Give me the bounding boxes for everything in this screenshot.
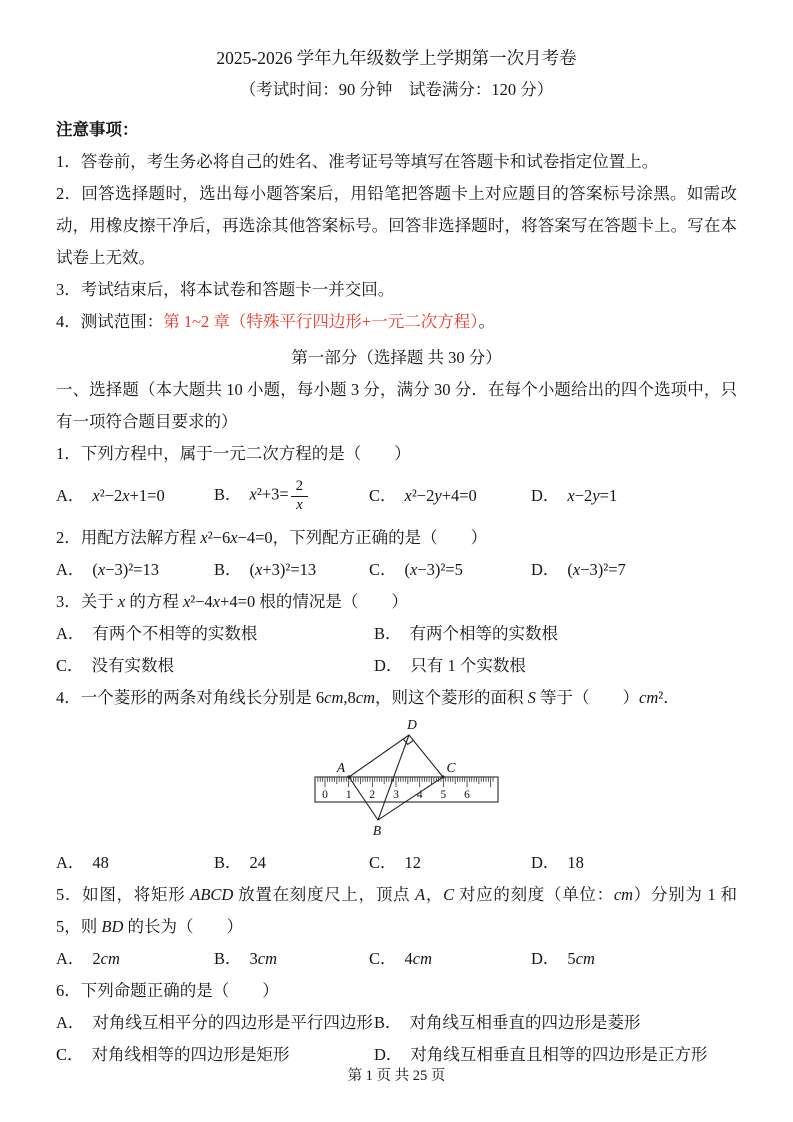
- notice-item-2: 2．回答选择题时，选出每小题答案后，用铅笔把答题卡上对应题目的答案标号涂黑。如需改动，用橡皮擦干净后，再选涂其他答案标号。回答非选择题时，将答案写在答题卡上。写在本试卷上无效。: [56, 184, 737, 267]
- q2-options: [56, 554, 737, 586]
- section1-intro: 一、选择题（本大题共 10 小题，每小题 3 分，满分 30 分．在每个小题给出的四个选项中，只有一项符合题目要求的）: [56, 380, 737, 431]
- fraction-denominator: x: [296, 496, 303, 513]
- part1-heading: 第一部分（选择题 共 30 分）: [291, 348, 502, 367]
- option-text: x²−2y+4=0: [404, 486, 477, 505]
- q4-option-d: [531, 847, 737, 879]
- q1-option-a: [56, 480, 214, 512]
- q4-options: [56, 847, 737, 879]
- option-text: 对角线互相垂直且相等的四边形是正方形: [410, 1045, 708, 1064]
- option-text: 只有 1 个实数根: [410, 656, 526, 675]
- option-text: 对角线相等的四边形是矩形: [91, 1045, 290, 1064]
- option-text: x²+3=: [249, 484, 289, 504]
- question-figure: [300, 718, 514, 845]
- option-text: 48: [92, 853, 109, 872]
- vertex-dot-a: [347, 775, 350, 778]
- q6-option-b: [374, 1007, 737, 1039]
- ruler-body: [315, 777, 498, 802]
- option-text: 18: [567, 853, 584, 872]
- ruler-number: 0: [322, 789, 328, 801]
- q5-option-c: [369, 943, 531, 975]
- option-label: B．: [214, 949, 242, 968]
- question-3: [56, 586, 737, 682]
- ruler-number: 4: [416, 789, 423, 801]
- q3-options-row-2: [56, 650, 737, 682]
- vertex-dot-c: [441, 775, 444, 778]
- q2-option-b: [214, 554, 369, 586]
- q1-options: [56, 470, 737, 522]
- ruler-number: 3: [393, 789, 399, 801]
- option-label: D．: [531, 560, 560, 579]
- q2-option-a: [56, 554, 214, 586]
- q3-option-d: [374, 650, 737, 682]
- notice-item-4-prefix: 4．测试范围：: [56, 312, 164, 331]
- option-label: C．: [369, 486, 397, 505]
- option-label: B．: [214, 853, 242, 872]
- vertex-label-b: B: [372, 823, 382, 838]
- ruler-number: 5: [440, 789, 447, 801]
- option-label: A．: [56, 1013, 85, 1032]
- q2-option-d: [531, 554, 737, 586]
- q6-options-row-1: [56, 1007, 737, 1039]
- q1-option-d: [531, 480, 737, 512]
- q3-stem: 3．关于 x 的方程 x²−4x+4=0 根的情况是（ ）: [56, 592, 408, 611]
- fraction: [291, 478, 309, 514]
- option-text: 4cm: [404, 949, 433, 968]
- notice-heading: 注意事项：: [56, 121, 139, 139]
- q2-option-c: [369, 554, 531, 586]
- option-text: x²−2x+1=0: [92, 486, 165, 505]
- option-text: 有两个相等的实数根: [409, 624, 559, 643]
- q2-stem: 2．用配方法解方程 x²−6x−4=0，下列配方正确的是（ ）: [56, 528, 488, 547]
- ruler-number: 6: [464, 789, 470, 801]
- notice-item-1: 1．答卷前，考生务必将自己的姓名、准考证号等填写在答题卡和试卷指定位置上。: [56, 152, 659, 171]
- q3-option-a: [56, 618, 374, 650]
- q5-option-d: [531, 943, 737, 975]
- option-text: (x−3)²=13: [92, 560, 160, 579]
- option-label: D．: [531, 853, 560, 872]
- q4-option-b: [214, 847, 369, 879]
- q5-stem: 5．如图，将矩形 ABCD 放置在刻度尺上，顶点 A，C 对应的刻度（单位：cm）分别为 1 和 5，则 BD 的长为（ ）: [56, 885, 738, 936]
- vertex-label-d: D: [407, 718, 417, 732]
- option-label: A．: [56, 949, 85, 968]
- page-footer: 第 1 页 共 25 页: [347, 1068, 446, 1084]
- option-label: A．: [56, 560, 85, 579]
- question-2: [56, 522, 737, 586]
- q3-options-row-1: [56, 618, 737, 650]
- q3-option-b: [374, 618, 737, 650]
- question-1: [56, 438, 737, 522]
- option-label: B．: [374, 1013, 402, 1032]
- question-4: [56, 682, 737, 879]
- option-label: A．: [56, 853, 85, 872]
- q6-stem: 6．下列命题正确的是（ ）: [56, 981, 279, 1000]
- option-label: A．: [56, 624, 85, 643]
- q4-option-c: [369, 847, 531, 879]
- q1-stem: 1．下列方程中，属于一元二次方程的是（ ）: [56, 444, 411, 463]
- notice-item-4: [56, 306, 737, 338]
- option-text: 2cm: [92, 949, 120, 968]
- option-label: C．: [56, 656, 84, 675]
- question-6: [56, 975, 737, 1071]
- right-angle-mark: [403, 739, 413, 744]
- q1-option-c: [369, 480, 531, 512]
- ruler-number: 1: [345, 789, 352, 801]
- question-5: [56, 879, 737, 975]
- fraction-numerator: 2: [291, 478, 309, 496]
- page-title: 2025-2026 学年九年级数学上学期第一次月考卷: [216, 48, 577, 68]
- option-text: x−2y=1: [567, 486, 618, 505]
- option-label: D．: [374, 1045, 403, 1064]
- option-text: (x−3)²=7: [567, 560, 626, 579]
- option-text: (x−3)²=5: [404, 560, 463, 579]
- notice-item-4-scope: 第 1~2 章（特殊平行四边形+一元二次方程）: [163, 312, 479, 331]
- option-text: 对角线互相垂直的四边形是菱形: [409, 1013, 641, 1032]
- q5-option-b: [214, 943, 369, 975]
- q4-stem: 4．一个菱形的两条对角线长分别是 6cm,8cm，则这个菱形的面积 S 等于（ ）cm²．: [56, 688, 680, 707]
- option-text: 3cm: [249, 949, 278, 968]
- option-label: D．: [531, 486, 560, 505]
- option-label: C．: [369, 853, 397, 872]
- page-subtitle: （考试时间：90 分钟 试卷满分：120 分）: [239, 80, 554, 99]
- option-text: 12: [404, 853, 422, 872]
- vertex-label-c: C: [446, 760, 456, 775]
- option-text: (x+3)²=13: [249, 560, 317, 579]
- option-label: C．: [369, 560, 397, 579]
- option-label: D．: [531, 949, 560, 968]
- option-label: A．: [56, 486, 85, 505]
- vertex-label-a: A: [336, 760, 346, 775]
- notice-item-4-suffix: 。: [478, 312, 495, 331]
- option-text: 有两个不相等的实数根: [92, 624, 258, 643]
- option-text: 24: [249, 853, 267, 872]
- option-text: 对角线互相平分的四边形是平行四边形: [92, 1013, 373, 1032]
- option-label: C．: [369, 949, 397, 968]
- notice-section: [56, 114, 737, 338]
- option-label: D．: [374, 656, 403, 675]
- ruler-number: 2: [369, 789, 376, 801]
- ruler-rhombus-figure: [300, 718, 514, 840]
- q1-option-b: [214, 478, 369, 514]
- option-label: B．: [214, 560, 242, 579]
- q5-options: [56, 943, 737, 975]
- q4-option-a: [56, 847, 214, 879]
- option-label: C．: [56, 1045, 84, 1064]
- q6-option-a: [56, 1007, 374, 1039]
- option-label: B．: [214, 484, 242, 504]
- option-text: 没有实数根: [91, 656, 175, 675]
- q3-option-c: [56, 650, 374, 682]
- q5-option-a: [56, 943, 214, 975]
- option-text: 5cm: [567, 949, 595, 968]
- notice-item-3: 3．考试结束后，将本试卷和答题卡一并交回。: [56, 280, 395, 299]
- option-label: B．: [374, 624, 402, 643]
